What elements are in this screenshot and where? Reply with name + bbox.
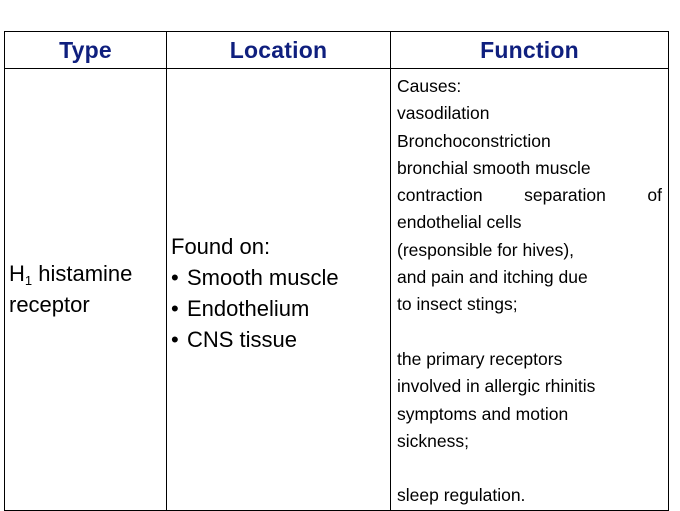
type-prefix: H (9, 261, 25, 287)
location-item: • Smooth muscle (171, 262, 390, 293)
function-line: symptoms and motion (397, 403, 569, 424)
type-cell (5, 69, 167, 511)
location-cell (167, 69, 391, 511)
function-line: sickness; (397, 430, 469, 451)
type-line2: receptor (9, 292, 90, 318)
function-line: and pain and itching due (397, 267, 588, 288)
function-line: the primary receptors (397, 348, 563, 369)
function-line: (responsible for hives), (397, 239, 575, 260)
type-suffix: histamine (32, 261, 133, 287)
paragraph-gap (397, 319, 662, 346)
function-line: sleep regulation. (397, 485, 526, 506)
function-line: Causes: (397, 76, 462, 96)
function-line: to insect stings; (397, 294, 518, 315)
receptor-table (4, 31, 669, 511)
function-cell (391, 69, 669, 511)
function-line: vasodilation (397, 103, 490, 124)
type-subscript: 1 (24, 273, 33, 289)
location-item: • Endothelium (171, 293, 390, 324)
header-function: Function (391, 32, 669, 69)
function-line: endothelial cells (397, 212, 522, 233)
function-line: involved in allergic rhinitis (397, 376, 596, 397)
header-location: Location (167, 32, 391, 69)
function-line: bronchial smooth muscle (397, 157, 591, 178)
paragraph-gap (397, 455, 662, 482)
location-intro: Found on: (171, 234, 271, 260)
location-list (171, 262, 390, 355)
function-line: Bronchoconstriction (397, 130, 551, 151)
table-row (5, 69, 669, 511)
location-item: • CNS tissue (171, 324, 390, 355)
function-line: contraction separation of (397, 185, 662, 206)
header-row (5, 32, 669, 69)
header-type: Type (5, 32, 167, 69)
